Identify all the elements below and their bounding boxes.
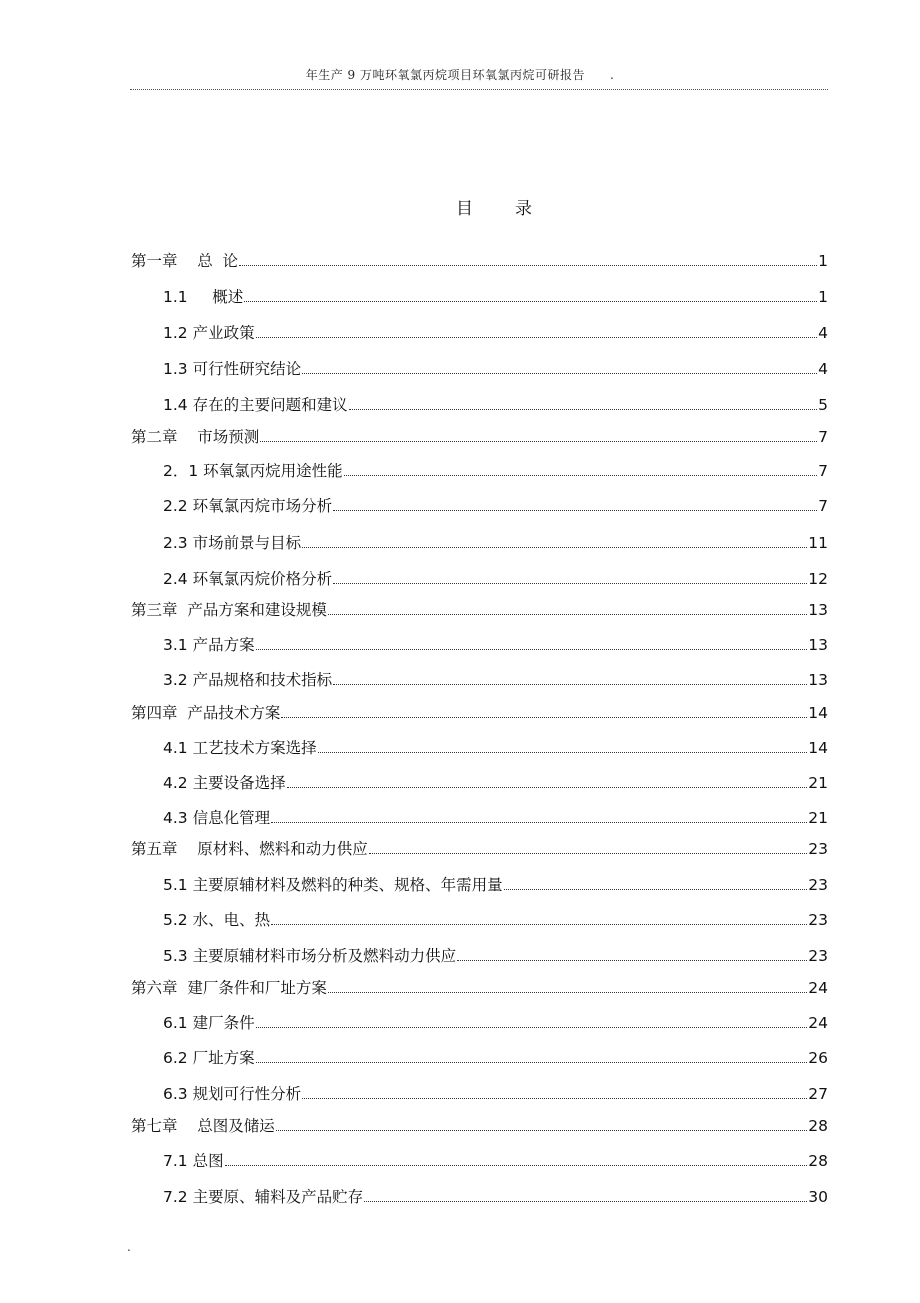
toc-entry-label: 第六章 建厂条件和厂址方案 [131, 979, 327, 997]
toc-section-entry[interactable] [163, 530, 828, 552]
toc-dot-leader [364, 1200, 807, 1202]
toc-entry-label: 第七章 总图及储运 [131, 1117, 275, 1135]
header-rule [130, 89, 828, 90]
toc-section-entry[interactable] [163, 735, 828, 757]
toc-entry-label: 2.4 环氧氯丙烷价格分析 [163, 570, 333, 588]
toc-entry-label: 2.2 环氧氯丙烷市场分析 [163, 497, 333, 515]
toc-entry-label: 3.2 产品规格和技术指标 [163, 671, 333, 689]
toc-dot-leader [333, 683, 807, 685]
toc-section-entry[interactable] [163, 284, 828, 306]
toc-entry-label: 第二章 市场预测 [131, 428, 260, 446]
toc-dot-leader [504, 888, 808, 890]
toc-dot-leader [349, 408, 818, 410]
toc-entry-page: 4 [818, 324, 828, 342]
toc-section-entry[interactable] [163, 1010, 828, 1032]
toc-section-entry[interactable] [163, 1045, 828, 1067]
toc-entry-label: 6.2 厂址方案 [163, 1049, 255, 1067]
toc-section-entry[interactable] [163, 458, 828, 480]
toc-chapter-entry[interactable] [131, 700, 828, 722]
toc-dot-leader [333, 582, 807, 584]
toc-dot-leader [271, 923, 807, 925]
toc-entry-label: 5.3 主要原辅材料市场分析及燃料动力供应 [163, 947, 457, 965]
toc-section-entry[interactable] [163, 493, 828, 515]
toc-title-left: 目 [456, 199, 475, 219]
toc-entry-page: 11 [808, 534, 828, 552]
toc-dot-leader [302, 372, 817, 374]
toc-entry-page: 13 [808, 636, 828, 654]
toc-entry-page: 23 [808, 840, 828, 858]
toc-section-entry[interactable] [163, 1148, 828, 1170]
toc-chapter-entry[interactable] [131, 975, 828, 997]
toc-entry-label: 6.3 规划可行性分析 [163, 1085, 302, 1103]
toc-dot-leader [344, 474, 817, 476]
toc-entry-page: 23 [808, 947, 828, 965]
toc-entry-label: 3.1 产品方案 [163, 636, 255, 654]
toc-entry-page: 1 [818, 288, 828, 306]
toc-dot-leader [333, 509, 817, 511]
toc-entry-label: 2.3 市场前景与目标 [163, 534, 302, 552]
toc-dot-leader [256, 648, 808, 650]
toc-section-entry[interactable] [163, 667, 828, 689]
toc-entry-page: 26 [808, 1049, 828, 1067]
toc-section-entry[interactable] [163, 320, 828, 342]
toc-dot-leader [256, 336, 818, 338]
toc-entry-label: 1.3 可行性研究结论 [163, 360, 302, 378]
toc-section-entry[interactable] [163, 566, 828, 588]
toc-chapter-entry[interactable] [131, 597, 828, 619]
toc-dot-leader [260, 440, 817, 442]
toc-entry-label: 4.3 信息化管理 [163, 809, 271, 827]
toc-entry-label: 4.2 主要设备选择 [163, 774, 286, 792]
toc-dot-leader [369, 852, 808, 854]
toc-entry-label: 4.1 工艺技术方案选择 [163, 739, 317, 757]
toc-entry-page: 7 [818, 497, 828, 515]
toc-dot-leader [256, 1061, 808, 1063]
toc-entry-page: 28 [808, 1117, 828, 1135]
toc-entry-page: 24 [808, 1014, 828, 1032]
toc-entry-page: 13 [808, 601, 828, 619]
toc-dot-leader [302, 546, 807, 548]
toc-section-entry[interactable] [163, 770, 828, 792]
toc-entry-page: 21 [808, 774, 828, 792]
toc-entry-label: 7.1 总图 [163, 1152, 224, 1170]
toc-chapter-entry[interactable] [131, 1113, 828, 1135]
toc-entry-page: 7 [818, 462, 828, 480]
toc-dot-leader [328, 613, 807, 615]
toc-entry-label: 6.1 建厂条件 [163, 1014, 255, 1032]
toc-entry-page: 7 [818, 428, 828, 446]
toc-entry-page: 5 [818, 396, 828, 414]
toc-dot-leader [281, 716, 807, 718]
toc-dot-leader [256, 1026, 808, 1028]
toc-entry-label: 第五章 原材料、燃料和动力供应 [131, 840, 368, 858]
toc-dot-leader [302, 1097, 807, 1099]
toc-entry-page: 23 [808, 911, 828, 929]
toc-entry-label: 第四章 产品技术方案 [131, 704, 281, 722]
toc-section-entry[interactable] [163, 392, 828, 414]
toc-entry-page: 21 [808, 809, 828, 827]
toc-chapter-entry[interactable] [131, 248, 828, 270]
toc-title-right: 录 [515, 199, 534, 219]
toc-section-entry[interactable] [163, 632, 828, 654]
toc-chapter-entry[interactable] [131, 836, 828, 858]
toc-dot-leader [287, 786, 808, 788]
toc-dot-leader [271, 821, 807, 823]
toc-entry-label: 第一章 总 论 [131, 252, 239, 270]
toc-entry-page: 4 [818, 360, 828, 378]
footer-mark: . [127, 1240, 131, 1254]
toc-entry-page: 30 [808, 1188, 828, 1206]
toc-entry-page: 1 [818, 252, 828, 270]
toc-entry-label: 5.1 主要原辅材料及燃料的种类、规格、年需用量 [163, 876, 503, 894]
toc-chapter-entry[interactable] [131, 424, 828, 446]
toc-entry-label: 5.2 水、电、热 [163, 911, 271, 929]
toc-dot-leader [276, 1129, 808, 1131]
toc-section-entry[interactable] [163, 805, 828, 827]
toc-dot-leader [239, 264, 817, 266]
toc-entry-label: 1.4 存在的主要问题和建议 [163, 396, 348, 414]
toc-entry-page: 12 [808, 570, 828, 588]
toc-entry-label: 1.2 产业政策 [163, 324, 255, 342]
toc-entry-label: 2．1 环氧氯丙烷用途性能 [163, 462, 343, 480]
toc-entry-label: 第三章 产品方案和建设规模 [131, 601, 327, 619]
toc-dot-leader [318, 751, 808, 753]
toc-dot-leader [244, 300, 817, 302]
toc-title [0, 194, 920, 219]
toc-dot-leader [457, 959, 807, 961]
toc-section-entry[interactable] [163, 943, 828, 965]
toc-dot-leader [328, 991, 807, 993]
toc-section-entry[interactable] [163, 1081, 828, 1103]
toc-entry-page: 28 [808, 1152, 828, 1170]
toc-section-entry[interactable] [163, 872, 828, 894]
toc-section-entry[interactable] [163, 356, 828, 378]
toc-section-entry[interactable] [163, 907, 828, 929]
toc-entry-page: 27 [808, 1085, 828, 1103]
toc-entry-page: 14 [808, 704, 828, 722]
toc-entry-label: 7.2 主要原、辅料及产品贮存 [163, 1188, 364, 1206]
header-text: 年生产 9 万吨环氧氯丙烷项目环氧氯丙烷可研报告 . [305, 68, 615, 82]
toc-entry-label: 1.1 概述 [163, 288, 244, 306]
toc-entry-page: 13 [808, 671, 828, 689]
toc-dot-leader [225, 1164, 808, 1166]
toc-entry-page: 14 [808, 739, 828, 757]
toc-section-entry[interactable] [163, 1184, 828, 1206]
toc-entry-page: 23 [808, 876, 828, 894]
toc-entry-page: 24 [808, 979, 828, 997]
